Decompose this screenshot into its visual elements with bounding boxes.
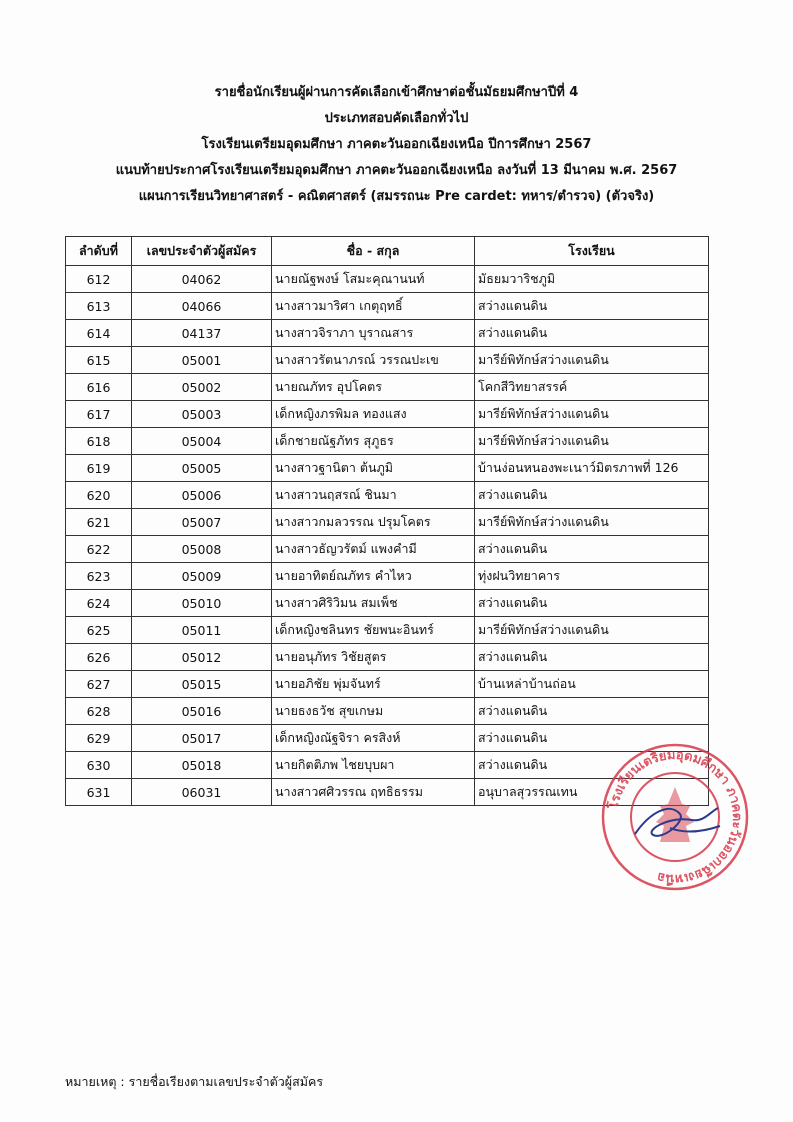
- cell-name: นายณภัทร อุปโคตร: [272, 374, 475, 401]
- cell-applicant-id: 05001: [132, 347, 272, 374]
- cell-name: นางสาวฐานิตา ต้นภูมิ: [272, 455, 475, 482]
- table-row: [66, 698, 709, 725]
- col-header-name: ชื่อ - สกุล: [272, 237, 475, 266]
- cell-school: บ้านง่อนหนองพะเนาว์มิตรภาพที่ 126: [475, 455, 709, 482]
- table-row: [66, 320, 709, 347]
- table-row: [66, 644, 709, 671]
- cell-name: นางสาวจิราภา บุราณสาร: [272, 320, 475, 347]
- table-row: [66, 293, 709, 320]
- cell-name: นางสาวกมลวรรณ ปรุมโคตร: [272, 509, 475, 536]
- cell-name: เด็กหญิงชลินทร ชัยพนะอินทร์: [272, 617, 475, 644]
- table-header-row: [66, 237, 709, 266]
- seal-emblem: [656, 787, 694, 842]
- cell-applicant-id: 04062: [132, 266, 272, 293]
- cell-order: 630: [66, 752, 132, 779]
- cell-name: นายธงธวัช สุขเกษม: [272, 698, 475, 725]
- footnote: หมายเหตุ : รายชื่อเรียงตามเลขประจำตัวผู้สมัคร: [65, 1074, 324, 1089]
- table-body: [66, 266, 709, 806]
- cell-name: นางสาวศศิวรรณ ฤทธิธรรม: [272, 779, 475, 806]
- cell-name: นางสาวนฤสรณ์ ชินมา: [272, 482, 475, 509]
- col-header-order: ลำดับที่: [66, 237, 132, 266]
- cell-order: 622: [66, 536, 132, 563]
- cell-applicant-id: 04066: [132, 293, 272, 320]
- cell-applicant-id: 05017: [132, 725, 272, 752]
- cell-order: 624: [66, 590, 132, 617]
- cell-order: 626: [66, 644, 132, 671]
- cell-applicant-id: 05002: [132, 374, 272, 401]
- cell-school: สว่างแดนดิน: [475, 320, 709, 347]
- cell-name: นายอนุภัทร วิชัยสูตร: [272, 644, 475, 671]
- title-line-1: รายชื่อนักเรียนผู้ผ่านการคัดเลือกเข้าศึกษาต่อชั้นมัธยมศึกษาปีที่ 4: [214, 85, 579, 100]
- table-row: [66, 509, 709, 536]
- table-row: [66, 482, 709, 509]
- cell-school: มารีย์พิทักษ์สว่างแดนดิน: [475, 617, 709, 644]
- seal-ring-text: โรงเรียนเตรียมอุดมศึกษา ภาคตะวันออกเฉียงเหนือ: [606, 747, 745, 887]
- cell-name: นางสาวศิริวิมน สมเพ็ช: [272, 590, 475, 617]
- cell-order: 619: [66, 455, 132, 482]
- cell-name: นางสาวธัญวรัตม์ แพงคำมี: [272, 536, 475, 563]
- table-row: [66, 347, 709, 374]
- cell-applicant-id: 05012: [132, 644, 272, 671]
- cell-applicant-id: 05010: [132, 590, 272, 617]
- cell-order: 620: [66, 482, 132, 509]
- cell-school: มารีย์พิทักษ์สว่างแดนดิน: [475, 401, 709, 428]
- table-row: [66, 428, 709, 455]
- cell-order: 627: [66, 671, 132, 698]
- cell-applicant-id: 05006: [132, 482, 272, 509]
- cell-order: 623: [66, 563, 132, 590]
- cell-applicant-id: 05003: [132, 401, 272, 428]
- table-row: [66, 563, 709, 590]
- table-row: [66, 455, 709, 482]
- cell-order: 615: [66, 347, 132, 374]
- cell-school: สว่างแดนดิน: [475, 536, 709, 563]
- school-seal-stamp: [600, 742, 750, 892]
- cell-school: อนุบาลสุวรรณเทน: [475, 779, 709, 806]
- cell-order: 629: [66, 725, 132, 752]
- title-line-3: โรงเรียนเตรียมอุดมศึกษา ภาคตะวันออกเฉียงเหนือ ปีการศึกษา 2567: [201, 137, 592, 152]
- cell-applicant-id: 04137: [132, 320, 272, 347]
- cell-order: 617: [66, 401, 132, 428]
- cell-school: สว่างแดนดิน: [475, 698, 709, 725]
- cell-applicant-id: 05018: [132, 752, 272, 779]
- table-row: [66, 374, 709, 401]
- cell-school: มารีย์พิทักษ์สว่างแดนดิน: [475, 428, 709, 455]
- col-header-school: โรงเรียน: [475, 237, 709, 266]
- title-line-5: แผนการเรียนวิทยาศาสตร์ - คณิตศาสตร์ (สมรรถนะ Pre cardet: ทหาร/ตำรวจ) (ตัวจริง): [138, 189, 655, 204]
- cell-school: สว่างแดนดิน: [475, 644, 709, 671]
- cell-name: เด็กหญิงณัฐจิรา ครสิงห์: [272, 725, 475, 752]
- cell-applicant-id: 05016: [132, 698, 272, 725]
- cell-applicant-id: 05007: [132, 509, 272, 536]
- cell-name: นางสาวรัตนาภรณ์ วรรณปะเข: [272, 347, 475, 374]
- cell-order: 616: [66, 374, 132, 401]
- cell-order: 621: [66, 509, 132, 536]
- cell-applicant-id: 05008: [132, 536, 272, 563]
- cell-school: โคกสีวิทยาสรรค์: [475, 374, 709, 401]
- cell-order: 614: [66, 320, 132, 347]
- cell-school: มารีย์พิทักษ์สว่างแดนดิน: [475, 509, 709, 536]
- table-row: [66, 536, 709, 563]
- cell-school: สว่างแดนดิน: [475, 752, 709, 779]
- table-row: [66, 401, 709, 428]
- cell-order: 618: [66, 428, 132, 455]
- student-table: [65, 236, 709, 806]
- cell-applicant-id: 06031: [132, 779, 272, 806]
- cell-school: มัธยมวาริชภูมิ: [475, 266, 709, 293]
- cell-applicant-id: 05005: [132, 455, 272, 482]
- cell-school: บ้านเหล่าบ้านถ่อน: [475, 671, 709, 698]
- document-header: [0, 80, 793, 210]
- cell-applicant-id: 05015: [132, 671, 272, 698]
- cell-name: นางสาวมาริศา เกตุฤทธิ์: [272, 293, 475, 320]
- cell-order: 625: [66, 617, 132, 644]
- cell-applicant-id: 05004: [132, 428, 272, 455]
- cell-order: 628: [66, 698, 132, 725]
- cell-school: สว่างแดนดิน: [475, 725, 709, 752]
- cell-name: เด็กชายณัฐภัทร สุภูธร: [272, 428, 475, 455]
- cell-order: 612: [66, 266, 132, 293]
- cell-name: นายณัฐพงษ์ โสมะคุณานนท์: [272, 266, 475, 293]
- cell-name: นายอาทิตย์ณภัทร คำไหว: [272, 563, 475, 590]
- cell-order: 613: [66, 293, 132, 320]
- col-header-applicant-id: เลขประจำตัวผู้สมัคร: [132, 237, 272, 266]
- cell-order: 631: [66, 779, 132, 806]
- title-line-4: แนบท้ายประกาศโรงเรียนเตรียมอุดมศึกษา ภาคตะวันออกเฉียงเหนือ ลงวันที่ 13 มีนาคม พ.ศ. 2567: [115, 163, 678, 178]
- cell-school: สว่างแดนดิน: [475, 482, 709, 509]
- cell-name: นายอภิชัย พุ่มจันทร์: [272, 671, 475, 698]
- cell-school: ทุ่งฝนวิทยาคาร: [475, 563, 709, 590]
- cell-name: เด็กหญิงภรพิมล ทองแสง: [272, 401, 475, 428]
- cell-school: สว่างแดนดิน: [475, 590, 709, 617]
- cell-school: สว่างแดนดิน: [475, 293, 709, 320]
- cell-school: มารีย์พิทักษ์สว่างแดนดิน: [475, 347, 709, 374]
- table-row: [66, 590, 709, 617]
- title-line-2: ประเภทสอบคัดเลือกทั่วไป: [324, 111, 469, 126]
- table-row: [66, 266, 709, 293]
- table-row: [66, 671, 709, 698]
- cell-applicant-id: 05009: [132, 563, 272, 590]
- cell-name: นายกิตติภพ ไชยบุบผา: [272, 752, 475, 779]
- cell-applicant-id: 05011: [132, 617, 272, 644]
- table-row: [66, 617, 709, 644]
